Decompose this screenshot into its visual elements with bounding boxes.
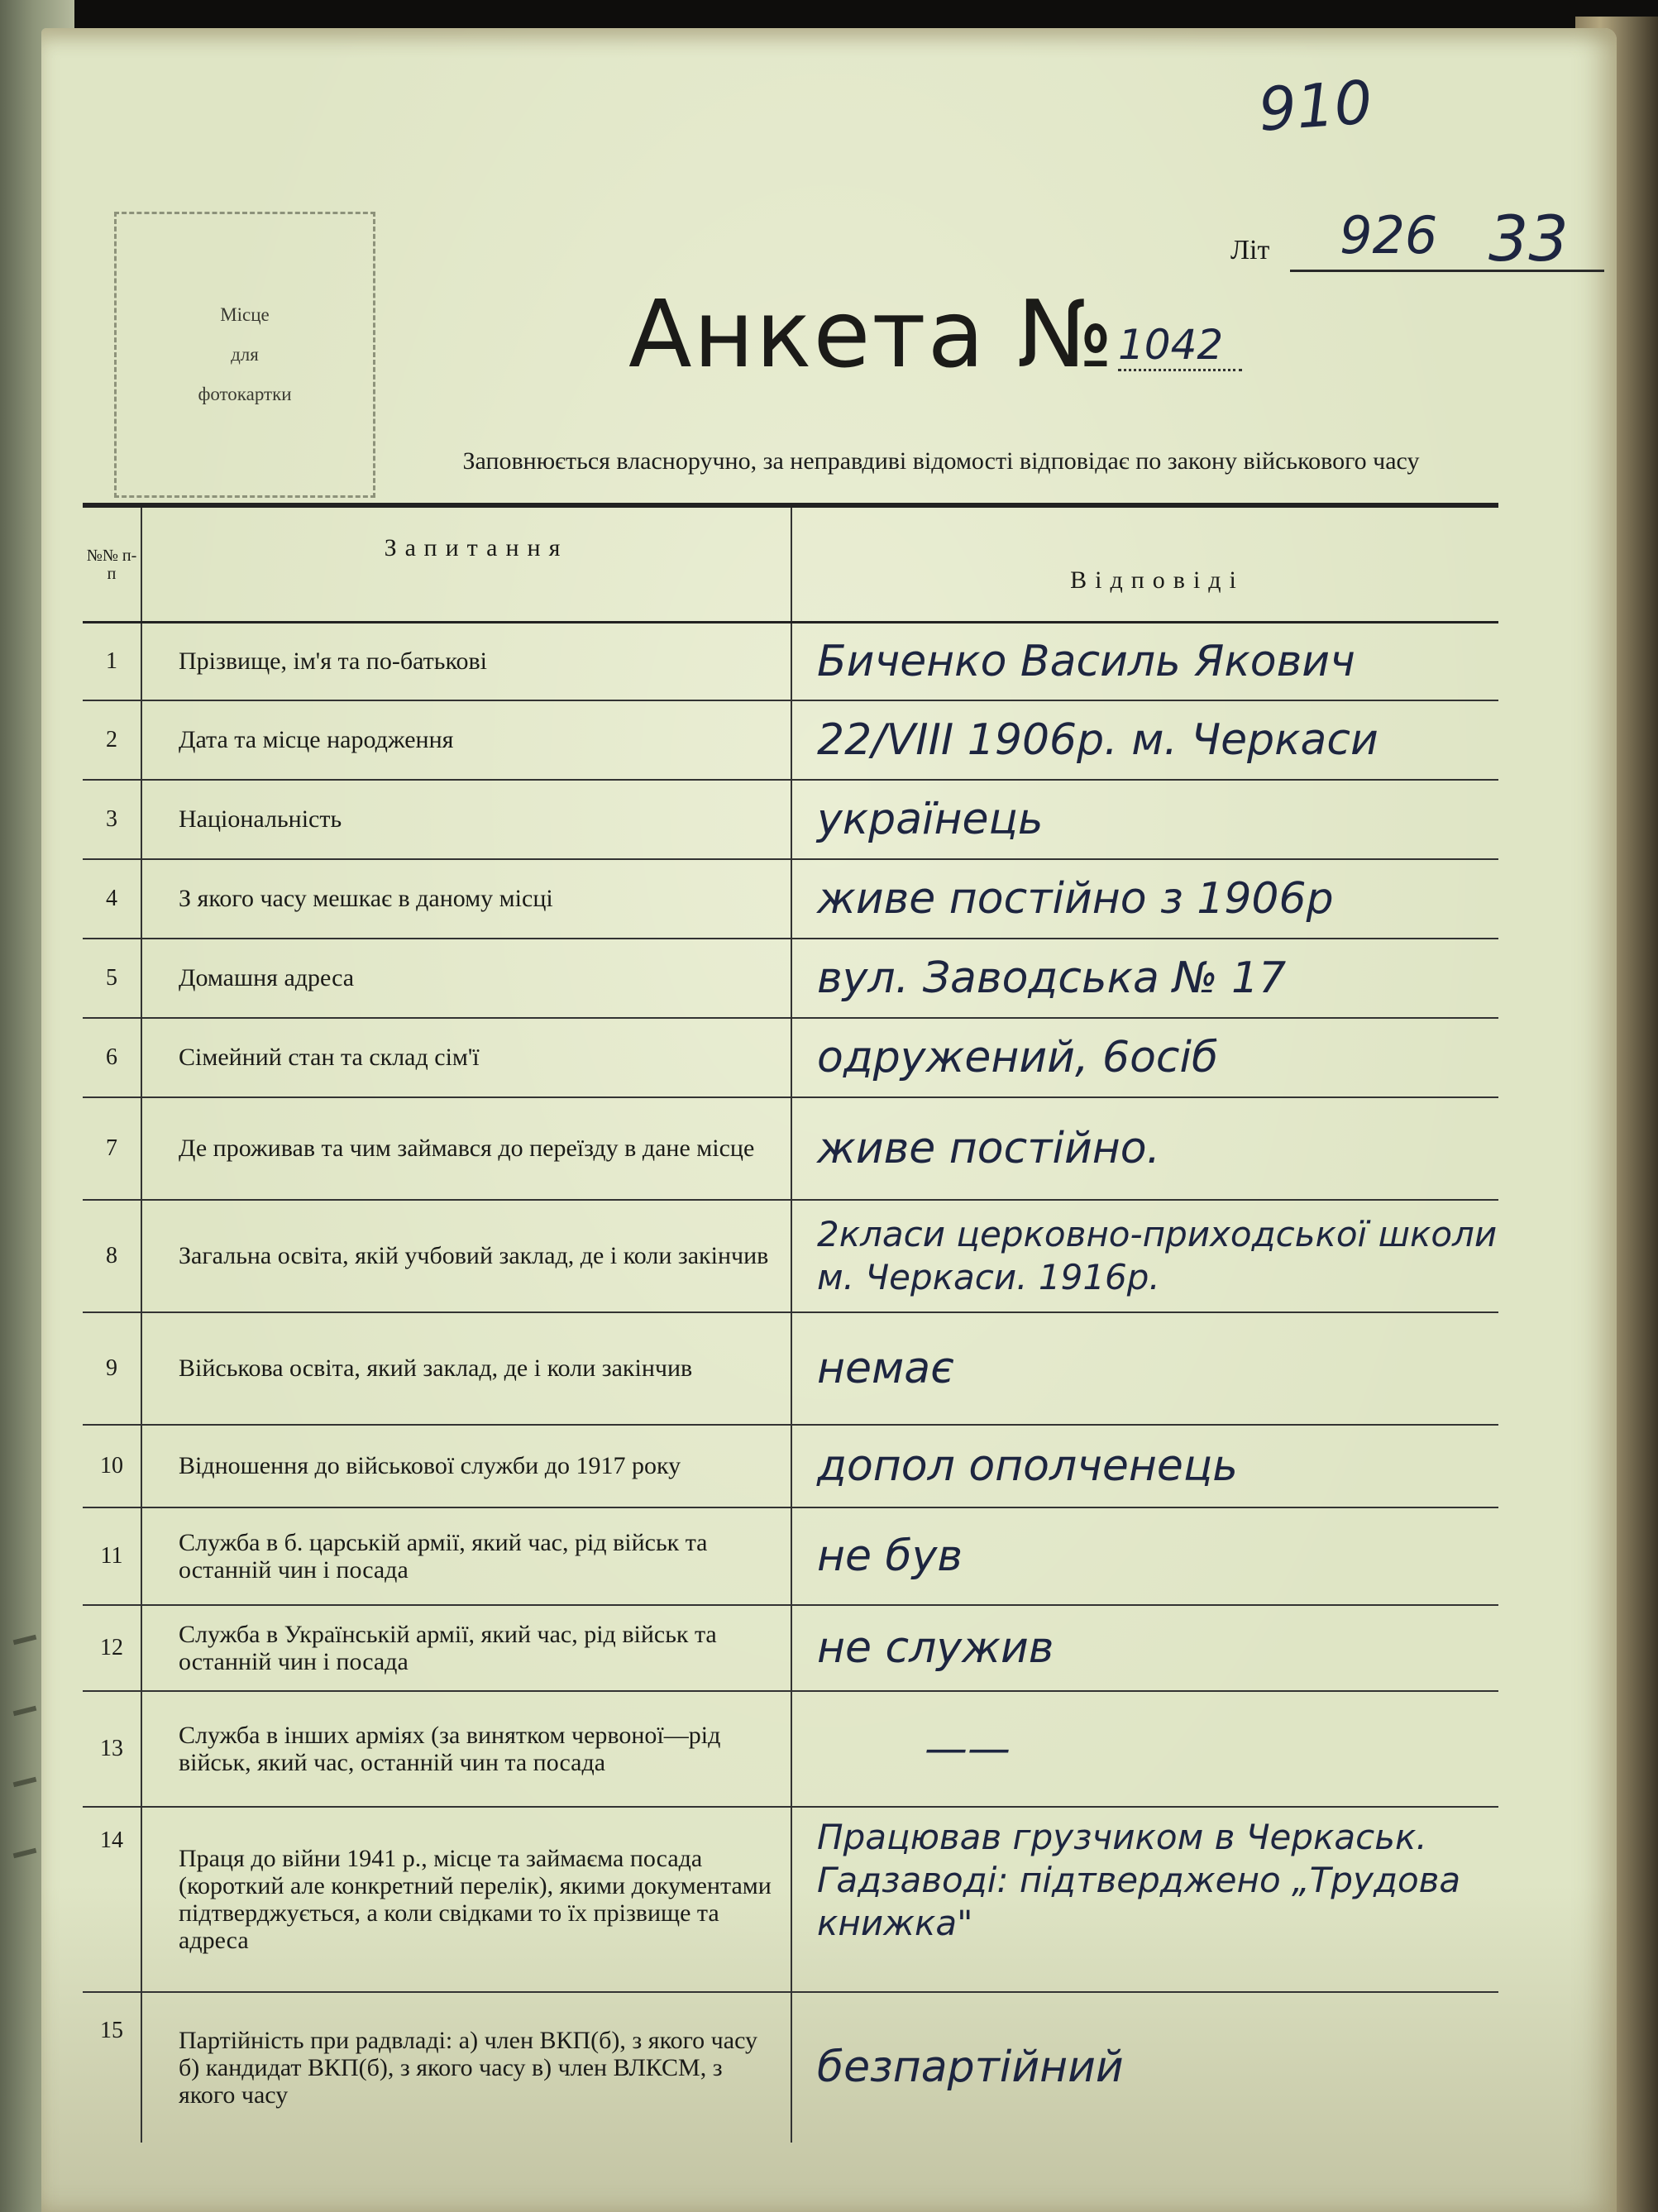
row-question: Прізвище, ім'я та по-батькові (141, 623, 791, 700)
table-row (83, 623, 1498, 700)
row-number: 9 (83, 1312, 141, 1425)
table-row (83, 780, 1498, 859)
row-answer: безпартійний (817, 2042, 1124, 2092)
row-question: Національність (141, 780, 791, 859)
photo-placeholder (114, 212, 375, 498)
row-question: Служба в інших арміях (за винятком червоної—рід військ, який час, останній чин та посада (141, 1691, 791, 1807)
row-answer: Працював грузчиком в Черкаськ. Гадзаводі: підтверджено „Трудова книжка" (791, 1807, 1498, 1992)
row-number: 6 (83, 1018, 141, 1097)
row-answer: допол ополченець (791, 1425, 1498, 1507)
row-question: Праця до війни 1941 р., місце та займаєма посада (короткий але конкретний перелік), якими документами підтверджується, а коли свідками то їх прізвище та адреса (141, 1807, 791, 1992)
form-title: Анкета № (628, 281, 1116, 389)
row-answer: не служив (791, 1605, 1498, 1691)
photo-label-line-3: фотокартки (198, 384, 292, 404)
row-answer: 2класи церковно-приходської школи м. Черкаси. 1916р. (791, 1200, 1498, 1312)
table-row (83, 1992, 1498, 2143)
questionnaire-table (83, 503, 1498, 2143)
row-number: 5 (83, 939, 141, 1018)
row-number: 10 (83, 1425, 141, 1507)
row-answer: не був (791, 1507, 1498, 1605)
row-question: Військова освіта, який заклад, де і коли закінчив (141, 1312, 791, 1425)
table-row (83, 1312, 1498, 1425)
row-question: З якого часу мешкає в даному місці (141, 859, 791, 939)
lit-label: Літ (1230, 235, 1270, 265)
row-answer: живе постійно з 1906р (791, 859, 1498, 939)
table-row (83, 1200, 1498, 1312)
header-number: №№ п-п (83, 505, 141, 623)
table-row (83, 859, 1498, 939)
row-number: 11 (83, 1507, 141, 1605)
row-number: 7 (83, 1097, 141, 1200)
header-question: Запитання (141, 505, 791, 623)
row-number: 14 (83, 1807, 141, 1992)
row-answer: вул. Заводська № 17 (791, 939, 1498, 1018)
table-row (83, 1097, 1498, 1200)
row-question: Сімейний стан та склад сім'ї (141, 1018, 791, 1097)
table-row (83, 1018, 1498, 1097)
row-answer: 22/VIII 1906р. м. Черкаси (791, 700, 1498, 780)
row-question: Служба в Українській армії, який час, рід військ та останній чин і посада (141, 1605, 791, 1691)
row-number: 15 (83, 1992, 141, 2143)
row-question: Дата та місце народження (141, 700, 791, 780)
row-question: Де проживав та чим займався до переїзду в дане місце (141, 1097, 791, 1200)
lit-value: 926 (1340, 205, 1438, 265)
row-question: Партійність при радвладі: а) член ВКП(б), з якого часу б) кандидат ВКП(б), з якого часу в) член ВЛКСМ, з якого часу (141, 1992, 791, 2143)
table-row (83, 1807, 1498, 1992)
table-header-row (83, 505, 1498, 623)
row-question: Домашня адреса (141, 939, 791, 1018)
page-number-stamp: 910 (1256, 67, 1375, 145)
table-row (83, 939, 1498, 1018)
header-answer: Відповіді (791, 505, 1498, 623)
row-number: 8 (83, 1200, 141, 1312)
row-answer: живе постійно. (791, 1097, 1498, 1200)
table-row (83, 1507, 1498, 1605)
row-number: 2 (83, 700, 141, 780)
row-answer: немає (791, 1312, 1498, 1425)
form-subtitle: Заповнюється власноручно, за неправдиві відомості відповідає по закону військового часу (462, 447, 1420, 475)
table-row (83, 1605, 1498, 1691)
row-number: 13 (83, 1691, 141, 1807)
row-question: Служба в б. царській армії, який час, рід військ та останній чин і посада (141, 1507, 791, 1605)
table-row (83, 1691, 1498, 1807)
row-answer: —— (791, 1691, 1498, 1807)
photo-label-line-1: Місце (220, 304, 270, 325)
row-question: Загальна освіта, якій учбовий заклад, де і коли закінчив (141, 1200, 791, 1312)
table-row (83, 1425, 1498, 1507)
photo-label-line-2: для (231, 344, 259, 365)
row-answer: одружений, 6осіб (791, 1018, 1498, 1097)
row-number: 3 (83, 780, 141, 859)
row-number: 12 (83, 1605, 141, 1691)
table-row (83, 700, 1498, 780)
row-answer: Биченко Василь Якович (791, 623, 1498, 700)
row-number: 1 (83, 623, 141, 700)
row-question: Відношення до військової служби до 1917 року (141, 1425, 791, 1507)
row-number: 4 (83, 859, 141, 939)
lit-value-secondary: 33 (1488, 202, 1569, 275)
row-answer: українець (791, 780, 1498, 859)
form-number: 1042 (1118, 321, 1242, 371)
